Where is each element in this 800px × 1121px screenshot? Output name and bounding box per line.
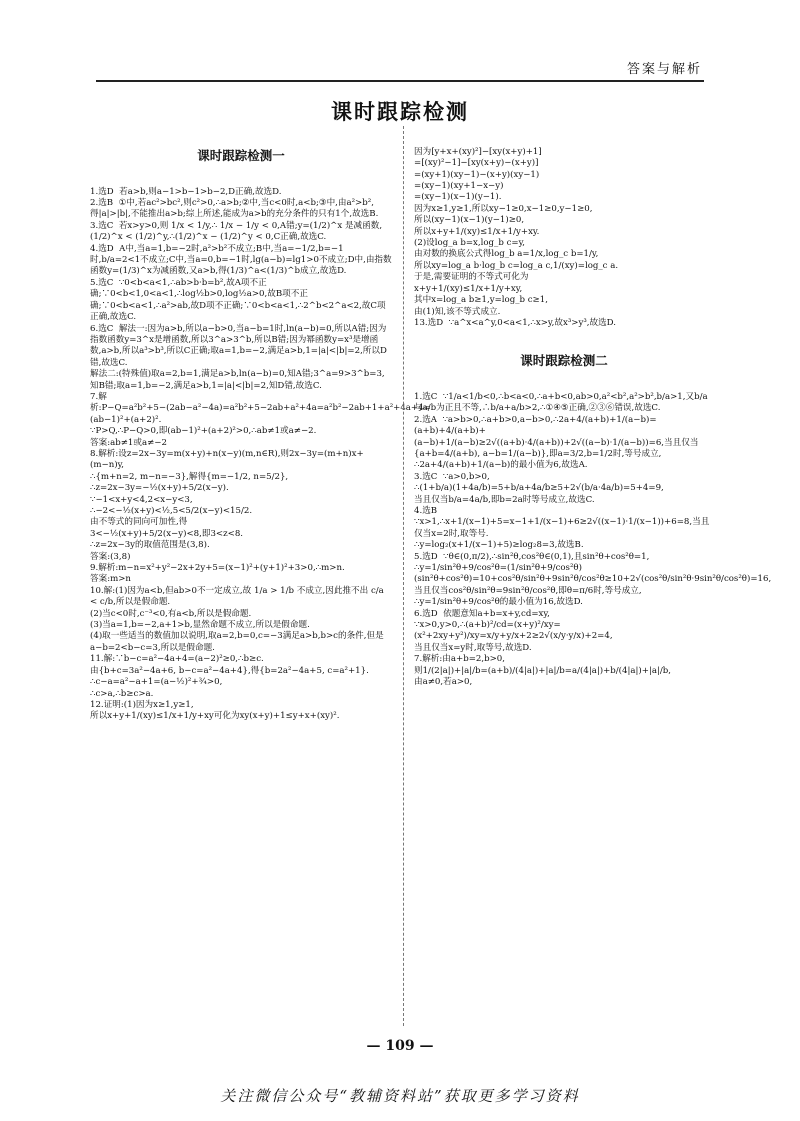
- column-divider: [403, 126, 404, 1026]
- left-column: [90, 124, 431, 1034]
- answer-item: 5.选D ∵θ∈(0,π/2),∴sin²θ,cos²θ∈(0,1),且sin²θ+cos²θ=1, ∴y=1/sin²θ+9/cos²θ=(1/sin²θ+9/cos²θ)(sin²θ+cos²θ)=10+cos²θ/sin²θ+9sin²θ/cos²θ≥10+2√(cos²θ/sin²θ·9sin²θ/cos²θ)=16, 当且仅当cos²θ/sin²θ=9sin²θ/cos²θ,即θ=π/6时,等号成立, ∴y=1/sin²θ+9/cos²θ的最小值为16,故选D.: [414, 551, 772, 608]
- answer-item: 6.选D 依题意知a+b=x+y,cd=xy, ∵x>0,y>0,∴(a+b)²/cd=(x+y)²/xy=(x²+2xy+y²)/xy=x/y+y/x+2≥2√(x/y·y/x)+2=4, 当且仅当x=y时,取等号,故选D.: [414, 608, 613, 653]
- page-number: — 109 —: [366, 1038, 434, 1054]
- answer-item: 1.选D 若a>b,则a−1>b−1>b−2,D正确,故选D.: [90, 186, 282, 197]
- right-column: [414, 124, 772, 1034]
- answer-item: 12.证明:(1)因为x≥1,y≥1, 所以x+y+1/(xy)≤1/x+1/y+xy可化为xy(x+y)+1≤y+x+(xy)².: [90, 699, 340, 722]
- header-rule: [96, 80, 704, 82]
- section-title-two: 课时跟踪检测二: [520, 353, 608, 369]
- footer-note: 关注微信公众号“教辅资料站”获取更多学习资料: [220, 1087, 580, 1105]
- answer-item: 3.选C ∵a>0,b>0, ∴(1+b/a)(1+4a/b)=5+b/a+4a/b≥5+2√(b/a·4a/b)=5+4=9, 当且仅当b/a=4a/b,即b=2a时等号成立,故选C.: [414, 471, 664, 505]
- answer-item: 因为[y+x+(xy)²]−[xy(x+y)+1] =[(xy)²−1]−[xy(x+y)−(x+y)] =(xy+1)(xy−1)−(x+y)(xy−1) =(xy−1)(xy+1−x−y) =(xy−1)(x−1)(y−1). 因为x≥1,y≥1,所以xy−1≥0,x−1≥0,y−1≥0, 所以(xy−1)(x−1)(y−1)≥0, 所以x+y+1/(xy)≤1/x+1/y+xy. (2)设log_a b=x,log_b c=y, 由对数的换底公式得log_b a=1/x,log_c b=1/y, 所以xy=log_a b·log_b c=log_a c,1/(xy)=log_c a. 于是,需要证明的不等式可化为 x+y+1/(xy)≤1/x+1/y+xy, 其中x=log_a b≥1,y=log_b c≥1, 由(1)知,该不等式成立.: [414, 146, 619, 317]
- answer-item: 7.解析:由a+b=2,b>0, 则1/(2|a|)+|a|/b=(a+b)/(4|a|)+|a|/b=a/(4|a|)+b/(4|a|)+|a|/b, 由a≠0,若a>0,: [414, 654, 672, 688]
- header-label: 答案与解析: [626, 62, 702, 77]
- answer-item: 3.选C 若x>y>0,则 1/x < 1/y,∴ 1/x − 1/y < 0,A错;y=(1/2)^x 是减函数,(1/2)^x < (1/2)^y,∴(1/2)^x − (1/2)^y < 0,C正确,故选C.: [90, 220, 383, 243]
- answer-item: 8.解析:设z=2x−3y=m(x+y)+n(x−y)(m,n∈R),则2x−3y=(m+n)x+(m−n)y, ∴{m+n=2, m−n=−3},解得{m=−1/2, n=5/2}, ∴z=2x−3y=−½(x+y)+5/2(x−y). ∵−1<x+y<4,2<x−y<3, ∴−2<−½(x+y)<½,5<5/2(x−y)<15/2. 由不等式的同向可加性,得 3<−½(x+y)+5/2(x−y)<8,即3<z<8. ∴z=2x−3y的取值范围是(3,8). 答案:(3,8): [90, 448, 364, 562]
- answer-item: 7.解析:P−Q=a²b²+5−(2ab−a²−4a)=a²b²+5−2ab+a²+4a=a²b²−2ab+1+a²+4a+4=(ab−1)²+(a+2)². ∵P>Q,∴P−Q>0,即(ab−1)²+(a+2)²>0,∴ab≠1或a≠−2. 答案:ab≠1或a≠−2: [90, 391, 431, 448]
- answer-item: 13.选D ∵a^x<a^y,0<a<1,∴x>y,故x³>y³,故选D.: [414, 317, 616, 328]
- answer-item: 6.选C 解法一:因为a>b,所以a−b>0,当a−b=1时,ln(a−b)=0,所以A错;因为指数函数y=3^x是增函数,所以3^a>3^b,所以B错;因为幂函数y=x³是增函数,a>b,所以a³>b³,所以C正确;取a=1,b=−2,满足a>b,1=|a|<|b|=2,所以D错,故选C. 解法二:(特殊值)取a=2,b=1,满足a>b,ln(a−b)=0,知A错;3^a=9>3^b=3,知B错;取a=1,b=−2,满足a>b,1=|a|<|b|=2,知D错,故选C.: [90, 323, 387, 391]
- answer-item: 1.选C ∵1/a<1/b<0,∴b<a<0,∴a+b<0,ab>0,a²<b²,a²>b²,b/a>1,又b/a与a/b为正且不等,∴b/a+a/b>2,∴①④⑤正确,②③⑥错误,故选C.: [414, 391, 708, 414]
- answer-item: 11.解:∵b−c=a²−4a+4=(a−2)²≥0,∴b≥c. 由{b+c=3a²−4a+6, b−c=a²−4a+4},得{b=2a²−4a+5, c=a²+1}. ∴c−a=a²−a+1=(a−½)²+¾>0, ∴c>a,∴b≥c>a.: [90, 654, 369, 699]
- page-title: 课时跟踪检测: [331, 99, 469, 124]
- answer-item: 9.解析:m−n=x²+y²−2x+2y+5=(x−1)²+(y+1)²+3>0,∴m>n. 答案:m>n: [90, 563, 345, 585]
- left-items: [90, 186, 431, 723]
- answer-item: 2.选B ①中,若ac²>bc²,则c²>0,∴a>b;②中,当c<0时,a<b;③中,由a²>b²,得|a|>|b|,不能推出a>b;综上所述,能成为a>b的充分条件的只有1个,故选B.: [90, 198, 379, 220]
- answer-item: 10.解:(1)因为a<b,但ab>0不一定成立,故 1/a > 1/b 不成立,因此推不出 c/a < c/b,所以是假命题. (2)当c<0时,c⁻³<0,有a<b,所以是假命题. (3)当a=1,b=−2,a+1>b,显然命题不成立,所以是假命题. (4)取一些适当的数值加以说明,取a=2,b=0,c=−3满足a>b,b>c的条件,但是a−b=2<b−c=3,所以是假命题.: [90, 585, 384, 653]
- section-title-one: 课时跟踪检测一: [197, 147, 285, 163]
- answer-item: 4.选B ∵x>1,∴x+1/(x−1)+5=x−1+1/(x−1)+6≥2√((x−1)·1/(x−1))+6=8,当且仅当x=2时,取等号. ∴y=log₂(x+1/(x−1)+5)≥log₂8=3,故选B.: [414, 506, 710, 551]
- answer-item: 4.选D A中,当a=1,b=−2时,a²>b²不成立;B中,当a=−1/2,b=−1时,b/a=2<1不成立;C中,当a=0,b=−1时,lg(a−b)=lg1>0不成立;D中,由指数函数y=(1/3)^x为减函数,又a>b,得(1/3)^a<(1/3)^b成立,故选D.: [90, 243, 392, 277]
- answer-item: 5.选C ∵0<b<a<1,∴ab>b·b=b²,故A项不正确;∵0<b<1,0<a<1,∴log½b>0,log½a>0,故B项不正确;∵0<b<a<1,∴a²>ab,故D项不正确;∵0<b<a<1,∴2^b<2^a<2,故C项正确,故选C.: [90, 277, 386, 323]
- answer-item: 2.选A ∵a>b>0,∴a+b>0,a−b>0,∴2a+4/(a+b)+1/(a−b)=(a+b)+4/(a+b)+(a−b)+1/(a−b)≥2√((a+b)·4/(a+b))+2√((a−b)·1/(a−b))=6,当且仅当{a+b=4/(a+b), a−b=1/(a−b)},即a=3/2,b=1/2时,等号成立, ∴2a+4/(a+b)+1/(a−b)的最小值为6,故选A.: [414, 414, 699, 471]
- right-items: [414, 147, 714, 330]
- right-items-two: [414, 391, 772, 689]
